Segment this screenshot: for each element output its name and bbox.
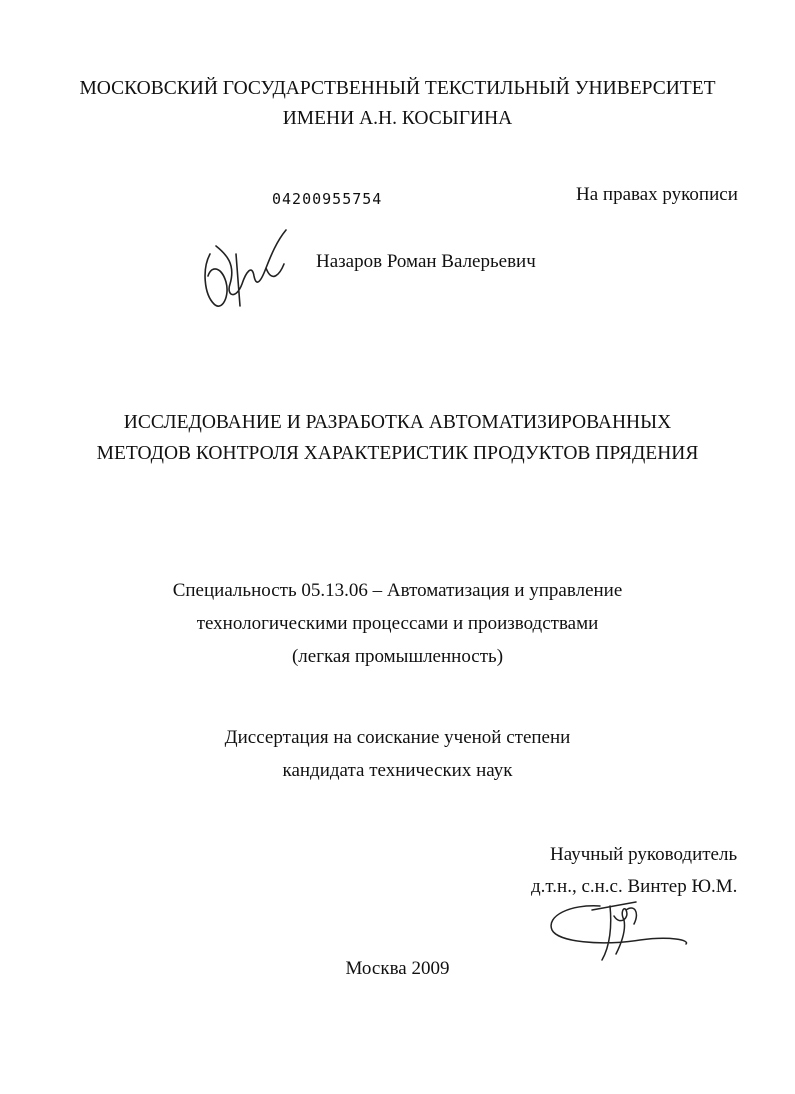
degree-line1: Диссертация на соискание ученой степени	[224, 727, 571, 748]
specialty-line1: Специальность 05.13.06 – Автоматизация и управление	[172, 580, 623, 601]
author-signature	[196, 224, 294, 316]
university-name-line1: МОСКОВСКИЙ ГОСУДАРСТВЕННЫЙ ТЕКСТИЛЬНЫЙ УНИВЕРСИТЕТ	[79, 78, 716, 99]
degree-line2: кандидата технических наук	[282, 760, 513, 781]
thesis-title-line1: ИССЛЕДОВАНИЕ И РАЗРАБОТКА АВТОМАТИЗИРОВАННЫХ	[123, 412, 672, 433]
supervisor-name: д.т.н., с.н.с. Винтер Ю.М.	[531, 876, 738, 897]
specialty-line2: технологическими процессами и производствами	[196, 613, 599, 634]
university-name-line2: ИМЕНИ А.Н. КОСЫГИНА	[282, 108, 513, 129]
author-name: Назаров Роман Валерьевич	[316, 251, 536, 272]
specialty-line3: (легкая промышленность)	[291, 646, 504, 667]
place-and-year: Москва 2009	[345, 958, 450, 979]
thesis-title-line2: МЕТОДОВ КОНТРОЛЯ ХАРАКТЕРИСТИК ПРОДУКТОВ ПРЯДЕНИЯ	[96, 443, 699, 464]
manuscript-note: На правах рукописи	[576, 184, 738, 205]
registration-number: 04200955754	[272, 190, 383, 208]
supervisor-label: Научный руководитель	[550, 844, 738, 865]
